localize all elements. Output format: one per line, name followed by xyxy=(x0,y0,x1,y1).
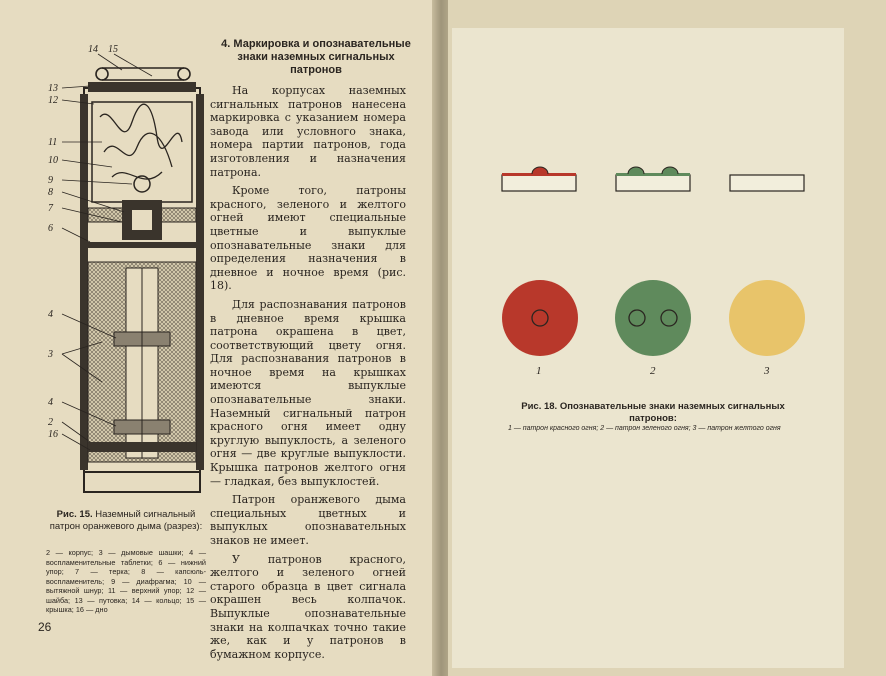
paragraph: Кроме того, патроны красного, зеленого и желтого огней имеют специальные цветные и выпуклые опознавательные знаки для определения назначения в дневное и ночное время (рис. 18). xyxy=(210,184,406,293)
disc-red xyxy=(502,280,578,356)
callout-number: 4 xyxy=(48,309,53,320)
profile-yellow xyxy=(730,175,804,191)
section-title: 4. Маркировка и опознавательные знаки наземных сигнальных патронов xyxy=(221,38,411,76)
figure-15-drawing xyxy=(42,42,214,502)
disc-yellow xyxy=(729,280,805,356)
paragraph: У патронов красного, желтого и зеленого огней старого образца в цвет сигнала окрашен весь колпачок. Выпуклые опознавательные знаки на колпачках точно такие же, как и у патронов в бумажном корпусе. xyxy=(210,552,406,661)
callout-number: 14 xyxy=(88,44,98,55)
figure-15-label: Рис. 15. xyxy=(56,509,93,520)
item-label-1: 1 xyxy=(536,365,542,377)
item-label-3: 3 xyxy=(764,365,770,377)
page-number: 26 xyxy=(38,620,52,634)
callout-number: 13 xyxy=(48,83,58,94)
disc-green xyxy=(615,280,691,356)
callout-number: 15 xyxy=(108,44,118,55)
callout-number: 9 xyxy=(48,175,53,186)
callout-number: 8 xyxy=(48,187,53,198)
paragraph: На корпусах наземных сигнальных патронов нанесена маркировка с указанием номера завода или условного знака, номера партии патронов, года изготовления и назначения патрона. xyxy=(210,84,406,179)
figure-15-caption xyxy=(46,509,206,533)
figure-18-marks xyxy=(480,150,830,390)
callout-number: 2 xyxy=(48,417,53,428)
item-label-2: 2 xyxy=(650,365,656,377)
figure-18-caption xyxy=(508,401,798,425)
callout-number: 16 xyxy=(48,429,58,440)
callout-number: 10 xyxy=(48,155,58,166)
callout-number: 7 xyxy=(48,203,53,214)
figure-18-caption-text: Опознавательные знаки наземных сигнальных патронов: xyxy=(559,401,785,424)
paragraph: Для распознавания патронов в дневное время крышка патрона окрашена в цвет, соответствующий цвету огня. Для распознавания патронов в ночное время на крышках имеются выпуклые опознавательные знаки. Наземный сигнальный патрон красного огня имеет одну круглую выпуклость, а зеленого огня — две круглые выпуклости. Крышка патронов желтого огня — гладкая, без выпуклостей. xyxy=(210,297,406,488)
cartridge-cross-section xyxy=(42,42,214,502)
callout-number: 12 xyxy=(48,95,58,106)
callout-number: 11 xyxy=(48,137,58,148)
figure-15-legend: 2 — корпус; 3 — дымовые шашки; 4 — воспламенительные таблетки; 6 — нижний упор; 7 — терка; 8 — капсюль-воспламенитель; 9 — диафрагма; 10 — вытяжной шнур; 11 — верхний упор; 12 — шайба; 13 — путовка; 14 — кольцо; 15 — крышка; 16 — дно xyxy=(46,548,206,614)
body-text xyxy=(210,84,406,666)
callout-number: 3 xyxy=(48,349,53,360)
figure-15-caption-text: Наземный сигнальный патрон оранжевого дыма (разрез): xyxy=(49,509,203,532)
figure-18-label: Рис. 18. xyxy=(521,401,558,412)
callout-number: 6 xyxy=(48,223,53,234)
figure-18-legend: 1 — патрон красного огня; 2 — патрон зеленого огня; 3 — патрон желтого огня xyxy=(508,425,781,432)
callout-number: 4 xyxy=(48,397,53,408)
paragraph: Патрон оранжевого дыма специальных цветных и выпуклых опознавательных знаков не имеет. xyxy=(210,493,406,547)
profile-red xyxy=(502,167,576,191)
profile-green xyxy=(616,167,690,191)
